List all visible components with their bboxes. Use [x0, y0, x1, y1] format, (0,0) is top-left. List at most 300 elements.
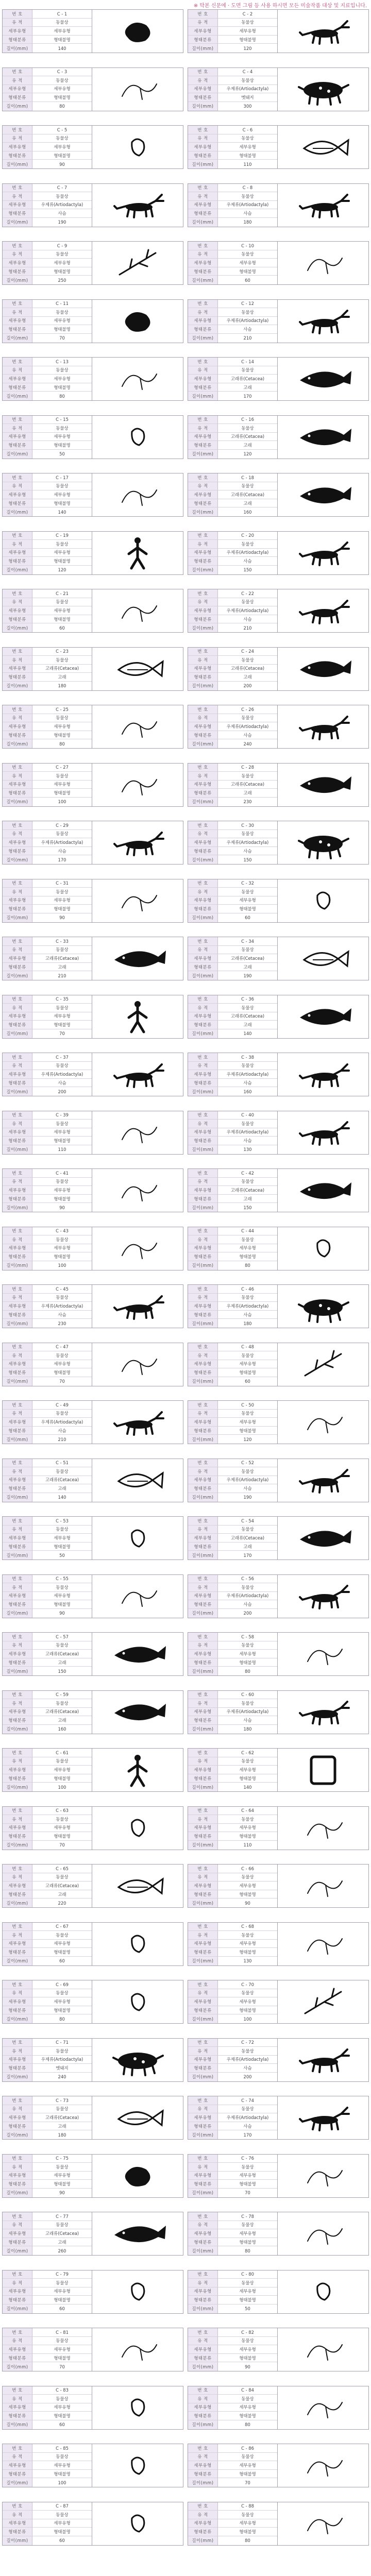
value-type: 세부유형	[218, 143, 277, 151]
value-site: 동물상	[218, 2395, 277, 2403]
label-type: 세부유형	[188, 375, 218, 383]
card-image-62	[278, 1748, 369, 1792]
label-type: 세부유형	[188, 1592, 218, 1601]
value-type: 세부유형	[32, 259, 92, 267]
label-size: 길이(mm)	[188, 1899, 218, 1907]
value-type: 고래류(Cetacea)	[218, 781, 277, 789]
value-site: 동물상	[32, 1526, 92, 1534]
label-detail: 형태분류	[3, 2006, 32, 2015]
label-detail: 형태분류	[188, 1021, 218, 1029]
label-size: 길이(mm)	[3, 1319, 32, 1328]
label-type: 세부유형	[3, 1244, 32, 1253]
label-type: 세부유형	[3, 1824, 32, 1833]
label-detail: 형태분류	[3, 1252, 32, 1261]
value-detail: 고래	[32, 2122, 92, 2131]
value-size: 80	[245, 1263, 250, 1268]
label-detail: 형태분류	[188, 1774, 218, 1783]
card-info-table	[2, 821, 92, 865]
label-num: 번 호	[188, 1923, 218, 1931]
card-image-42	[278, 1168, 369, 1212]
label-site: 유 적	[3, 2453, 32, 2462]
value-type: 우제류(Artiodactyla)	[32, 1418, 92, 1427]
label-size: 길이(mm)	[188, 2073, 218, 2081]
catalog-card	[188, 1632, 369, 1676]
label-detail: 형태분류	[3, 209, 32, 218]
value-size: 120	[243, 45, 252, 51]
label-type: 세부유형	[3, 1070, 32, 1079]
label-site: 유 적	[3, 540, 32, 549]
value-num: C - 78	[218, 2212, 277, 2221]
label-size: 길이(mm)	[3, 2189, 32, 2197]
card-info-table	[2, 2444, 92, 2487]
value-size: 190	[58, 219, 66, 225]
label-detail: 형태분류	[3, 789, 32, 798]
label-size: 길이(mm)	[3, 2304, 32, 2313]
label-size: 길이(mm)	[3, 1551, 32, 1560]
value-num: C - 6	[218, 126, 277, 134]
label-site: 유 적	[188, 134, 218, 143]
value-num: C - 11	[32, 300, 92, 309]
label-detail: 형태분류	[3, 1137, 32, 1145]
label-type: 세부유형	[3, 259, 32, 267]
fish-petroglyph-icon	[99, 649, 176, 688]
value-type: 세부유형	[32, 1012, 92, 1021]
value-type: 우제류(Artiodactyla)	[218, 201, 277, 210]
label-num: 번 호	[188, 648, 218, 656]
catalog-card	[2, 589, 183, 633]
card-info-table	[188, 1400, 278, 1444]
value-size: 70	[59, 1842, 65, 1848]
value-size: 190	[243, 973, 252, 978]
label-num: 번 호	[188, 2155, 218, 2163]
catalog-card	[188, 1459, 369, 1502]
value-size: 80	[245, 2538, 250, 2544]
label-site: 유 적	[3, 946, 32, 955]
value-detail: 형태불명	[32, 2412, 92, 2420]
card-info-table	[2, 2096, 92, 2140]
catalog-card	[188, 357, 369, 401]
card-info-table	[2, 1864, 92, 1908]
label-detail: 형태분류	[3, 1427, 32, 1435]
value-site: 동물상	[32, 946, 92, 955]
card-info-table	[188, 879, 278, 923]
human-figure-icon	[99, 997, 176, 1036]
value-num: C - 4	[218, 68, 277, 77]
value-size: 100	[58, 2480, 66, 2485]
label-type: 세부유형	[188, 1186, 218, 1195]
card-image-70	[278, 1980, 369, 2024]
label-num: 번 호	[3, 473, 32, 482]
value-size: 60	[245, 1379, 250, 1384]
value-num: C - 22	[218, 589, 277, 598]
value-type: 세부유형	[32, 2519, 92, 2528]
card-image-79	[92, 2270, 183, 2314]
value-type: 세부유형	[32, 2345, 92, 2354]
value-num: C - 59	[32, 1691, 92, 1700]
value-num: C - 84	[218, 2386, 277, 2395]
value-num: C - 83	[32, 2386, 92, 2395]
card-image-59	[92, 1690, 183, 1734]
value-type: 우제류(Artiodactyla)	[218, 722, 277, 731]
label-size: 길이(mm)	[3, 1957, 32, 1965]
card-info-table	[2, 531, 92, 575]
label-size: 길이(mm)	[3, 507, 32, 516]
label-detail: 형태분류	[188, 151, 218, 160]
catalog-card	[188, 531, 369, 575]
card-image-9	[92, 241, 183, 285]
value-site: 동물상	[218, 1873, 277, 1882]
value-num: C - 27	[32, 764, 92, 772]
value-num: C - 60	[218, 1691, 277, 1700]
value-size: 140	[58, 1495, 66, 1500]
label-type: 세부유형	[3, 665, 32, 673]
value-site: 동물상	[32, 1873, 92, 1882]
label-detail: 형태분류	[188, 36, 218, 44]
value-detail: 형태불명	[218, 36, 277, 44]
value-detail: 고래	[218, 1195, 277, 1204]
catalog-card	[2, 125, 183, 169]
label-detail: 형태분류	[188, 731, 218, 740]
value-num: C - 32	[218, 879, 277, 888]
line-figure-icon	[284, 1867, 362, 1906]
label-num: 번 호	[3, 1285, 32, 1294]
card-info-table	[188, 9, 278, 53]
card-info-table	[2, 763, 92, 807]
value-num: C - 31	[32, 879, 92, 888]
value-detail: 사슴	[218, 557, 277, 566]
card-info-table	[2, 2502, 92, 2546]
label-site: 유 적	[188, 2163, 218, 2172]
card-info-table	[188, 2270, 278, 2314]
label-type: 세부유형	[3, 1418, 32, 1427]
label-num: 번 호	[188, 532, 218, 540]
value-num: C - 33	[32, 937, 92, 946]
label-size: 길이(mm)	[3, 682, 32, 690]
label-size: 길이(mm)	[188, 2130, 218, 2139]
card-info-table	[188, 647, 278, 691]
value-site: 동물상	[218, 830, 277, 839]
value-site: 동물상	[218, 1004, 277, 1012]
label-detail: 형태분류	[188, 325, 218, 334]
label-num: 번 호	[188, 2502, 218, 2511]
value-num: C - 57	[32, 1633, 92, 1641]
card-image-46	[278, 1284, 369, 1328]
value-size: 70	[59, 1379, 65, 1384]
label-size: 길이(mm)	[3, 450, 32, 459]
label-size: 길이(mm)	[3, 2014, 32, 2023]
label-site: 유 적	[188, 2221, 218, 2230]
value-site: 동물상	[32, 2047, 92, 2056]
value-type: 고래류(Cetacea)	[32, 2113, 92, 2122]
label-size: 길이(mm)	[3, 1029, 32, 1038]
value-site: 동물상	[32, 1467, 92, 1476]
label-size: 길이(mm)	[188, 1261, 218, 1270]
value-num: C - 86	[218, 2444, 277, 2453]
label-size: 길이(mm)	[188, 1145, 218, 1154]
value-size: 70	[59, 1031, 65, 1037]
label-type: 세부유형	[188, 1766, 218, 1774]
value-type: 세부유형	[32, 549, 92, 557]
card-info-table	[188, 1980, 278, 2024]
card-info-table	[2, 879, 92, 923]
label-size: 길이(mm)	[3, 218, 32, 227]
card-info-table	[188, 125, 278, 169]
value-detail: 형태불명	[218, 1368, 277, 1377]
human-figure-icon	[99, 533, 176, 572]
label-num: 번 호	[188, 10, 218, 19]
card-info-table	[2, 937, 92, 980]
label-site: 유 적	[3, 2105, 32, 2114]
card-image-14	[278, 357, 369, 401]
value-size: 120	[243, 451, 252, 457]
label-num: 번 호	[3, 1401, 32, 1410]
label-type: 세부유형	[188, 665, 218, 673]
catalog-card	[2, 357, 183, 401]
whale-petroglyph-icon	[99, 1692, 176, 1732]
branch-figure-icon	[99, 244, 176, 283]
catalog-card	[188, 473, 369, 517]
value-num: C - 18	[218, 473, 277, 482]
catalog-card	[188, 2096, 369, 2140]
label-detail: 형태분류	[3, 1774, 32, 1783]
value-type: 세부유형	[218, 2403, 277, 2412]
value-size: 250	[58, 277, 66, 283]
card-image-24	[278, 647, 369, 691]
small-figure-icon	[99, 2272, 176, 2311]
value-type: 세부유형	[218, 1360, 277, 1369]
value-type: 세부유형	[32, 896, 92, 905]
value-site: 동물상	[218, 540, 277, 549]
value-size: 70	[59, 335, 65, 341]
label-num: 번 호	[188, 358, 218, 366]
value-type: 우제류(Artiodactyla)	[218, 2056, 277, 2064]
label-size: 길이(mm)	[3, 2130, 32, 2139]
value-type: 세부유형	[32, 606, 92, 615]
label-num: 번 호	[3, 821, 32, 830]
label-num: 번 호	[3, 1459, 32, 1468]
value-detail: 형태불명	[32, 2470, 92, 2479]
value-size: 200	[58, 1089, 66, 1094]
value-type: 세부유형	[218, 1418, 277, 1427]
line-figure-icon	[284, 2504, 362, 2543]
deer-petroglyph-icon	[99, 1403, 176, 1442]
card-info-table	[2, 2154, 92, 2198]
catalog-card	[188, 2212, 369, 2256]
card-image-27	[92, 763, 183, 807]
label-type: 세부유형	[188, 1418, 218, 1427]
label-num: 번 호	[188, 2444, 218, 2453]
value-site: 동물상	[32, 192, 92, 201]
label-detail: 형태분류	[3, 2238, 32, 2247]
value-size: 160	[243, 1089, 252, 1094]
card-info-table	[2, 473, 92, 517]
label-num: 번 호	[3, 705, 32, 714]
label-num: 번 호	[3, 532, 32, 540]
card-image-72	[278, 2038, 369, 2082]
card-image-84	[278, 2386, 369, 2430]
value-num: C - 36	[218, 995, 277, 1004]
label-size: 길이(mm)	[3, 1203, 32, 1212]
label-detail: 형태분류	[188, 383, 218, 392]
line-figure-icon	[99, 2330, 176, 2369]
value-size: 210	[243, 625, 252, 631]
deer-petroglyph-icon	[284, 1113, 362, 1152]
catalog-card	[2, 1748, 183, 1792]
value-size: 50	[245, 2306, 250, 2312]
label-site: 유 적	[3, 134, 32, 143]
value-type: 고래류(Cetacea)	[218, 1012, 277, 1021]
label-num: 번 호	[188, 126, 218, 134]
value-site: 동물상	[32, 1989, 92, 1998]
catalog-card	[188, 2502, 369, 2546]
label-site: 유 적	[3, 2279, 32, 2287]
label-size: 길이(mm)	[188, 102, 218, 111]
label-type: 세부유형	[3, 2229, 32, 2238]
card-info-table	[2, 1459, 92, 1502]
value-detail: 형태불명	[218, 151, 277, 160]
value-site: 동물상	[218, 2163, 277, 2172]
label-site: 유 적	[188, 888, 218, 896]
value-site: 동물상	[218, 1178, 277, 1187]
card-image-18	[278, 473, 369, 517]
value-size: 240	[58, 2074, 66, 2080]
blob-figure-icon	[99, 2156, 176, 2195]
card-info-table	[2, 1053, 92, 1096]
card-info-table	[188, 2154, 278, 2198]
label-size: 길이(mm)	[188, 2246, 218, 2255]
value-num: C - 73	[32, 2096, 92, 2105]
label-num: 번 호	[188, 1980, 218, 1989]
label-site: 유 적	[3, 250, 32, 259]
value-num: C - 41	[32, 1169, 92, 1178]
value-size: 150	[243, 857, 252, 862]
value-num: C - 48	[218, 1343, 277, 1352]
catalog-card	[2, 1168, 183, 1212]
value-site: 동물상	[218, 1699, 277, 1708]
value-detail: 형태불명	[32, 1948, 92, 1957]
value-size: 230	[243, 799, 252, 805]
card-image-67	[92, 1922, 183, 1966]
label-num: 번 호	[188, 1285, 218, 1294]
label-site: 유 적	[3, 1641, 32, 1650]
whale-petroglyph-icon	[99, 939, 176, 978]
label-site: 유 적	[188, 1120, 218, 1128]
label-size: 길이(mm)	[188, 1435, 218, 1444]
label-size: 길이(mm)	[188, 1783, 218, 1791]
label-detail: 형태분류	[3, 2296, 32, 2304]
value-type: 세부유형	[218, 27, 277, 36]
label-type: 세부유형	[188, 143, 218, 151]
value-num: C - 45	[32, 1285, 92, 1294]
fish-petroglyph-icon	[284, 128, 362, 167]
catalog-card	[2, 67, 183, 111]
value-num: C - 70	[218, 1980, 277, 1989]
value-site: 동물상	[218, 1641, 277, 1650]
card-info-table	[2, 589, 92, 633]
value-size: 100	[58, 799, 66, 805]
label-size: 길이(mm)	[188, 855, 218, 864]
value-num: C - 12	[218, 300, 277, 309]
value-num: C - 47	[32, 1343, 92, 1352]
catalog-card	[2, 1343, 183, 1386]
value-type: 세부유형	[32, 1534, 92, 1543]
value-detail: 멧돼지	[32, 2064, 92, 2073]
label-detail: 형태분류	[188, 2238, 218, 2247]
value-site: 동물상	[218, 192, 277, 201]
label-site: 유 적	[188, 540, 218, 549]
small-figure-icon	[99, 1982, 176, 2022]
label-detail: 형태분류	[188, 441, 218, 450]
label-size: 길이(mm)	[188, 1087, 218, 1096]
label-num: 번 호	[188, 1459, 218, 1468]
catalog-card	[2, 1284, 183, 1328]
value-num: C - 9	[32, 242, 92, 250]
card-image-63	[92, 1806, 183, 1850]
card-image-76	[278, 2154, 369, 2198]
card-image-5	[92, 125, 183, 169]
card-info-table	[2, 183, 92, 227]
label-detail: 형태분류	[3, 267, 32, 276]
small-figure-icon	[99, 128, 176, 167]
label-num: 번 호	[188, 1807, 218, 1816]
catalog-card	[2, 1227, 183, 1270]
label-type: 세부유형	[188, 490, 218, 499]
label-type: 세부유형	[3, 1592, 32, 1601]
card-info-table	[2, 995, 92, 1039]
card-image-73	[92, 2096, 183, 2140]
catalog-card	[2, 1980, 183, 2024]
value-size: 50	[59, 1552, 65, 1558]
value-type: 세부유형	[218, 2229, 277, 2238]
value-detail: 고래	[32, 1484, 92, 1493]
catalog-card	[2, 415, 183, 459]
catalog-card	[188, 1053, 369, 1096]
catalog-card	[2, 1922, 183, 1966]
catalog-card	[188, 1400, 369, 1444]
card-image-58	[278, 1632, 369, 1676]
whale-petroglyph-icon	[284, 765, 362, 804]
value-size: 200	[243, 1611, 252, 1616]
value-site: 동물상	[32, 482, 92, 491]
label-type: 세부유형	[188, 2113, 218, 2122]
label-detail: 형태분류	[188, 1658, 218, 1667]
value-type: 우제류(Artiodactyla)	[32, 1070, 92, 1079]
card-info-table	[2, 2328, 92, 2371]
label-detail: 형태분류	[3, 2412, 32, 2420]
label-site: 유 적	[188, 1410, 218, 1418]
value-site: 동물상	[218, 1467, 277, 1476]
label-site: 유 적	[188, 830, 218, 839]
card-image-13	[92, 357, 183, 401]
label-num: 번 호	[3, 1865, 32, 1873]
value-site: 동물상	[32, 598, 92, 607]
label-num: 번 호	[3, 879, 32, 888]
card-info-table	[188, 473, 278, 517]
card-info-table	[2, 241, 92, 285]
small-figure-icon	[99, 2504, 176, 2543]
label-size: 길이(mm)	[188, 1551, 218, 1560]
label-site: 유 적	[3, 888, 32, 896]
value-type: 세부유형	[32, 2461, 92, 2470]
label-num: 번 호	[3, 2096, 32, 2105]
label-num: 번 호	[188, 1401, 218, 1410]
label-num: 번 호	[188, 2039, 218, 2047]
label-site: 유 적	[3, 366, 32, 375]
label-type: 세부유형	[3, 606, 32, 615]
label-type: 세부유형	[3, 896, 32, 905]
value-detail: 형태불명	[32, 2006, 92, 2015]
label-num: 번 호	[3, 1053, 32, 1062]
